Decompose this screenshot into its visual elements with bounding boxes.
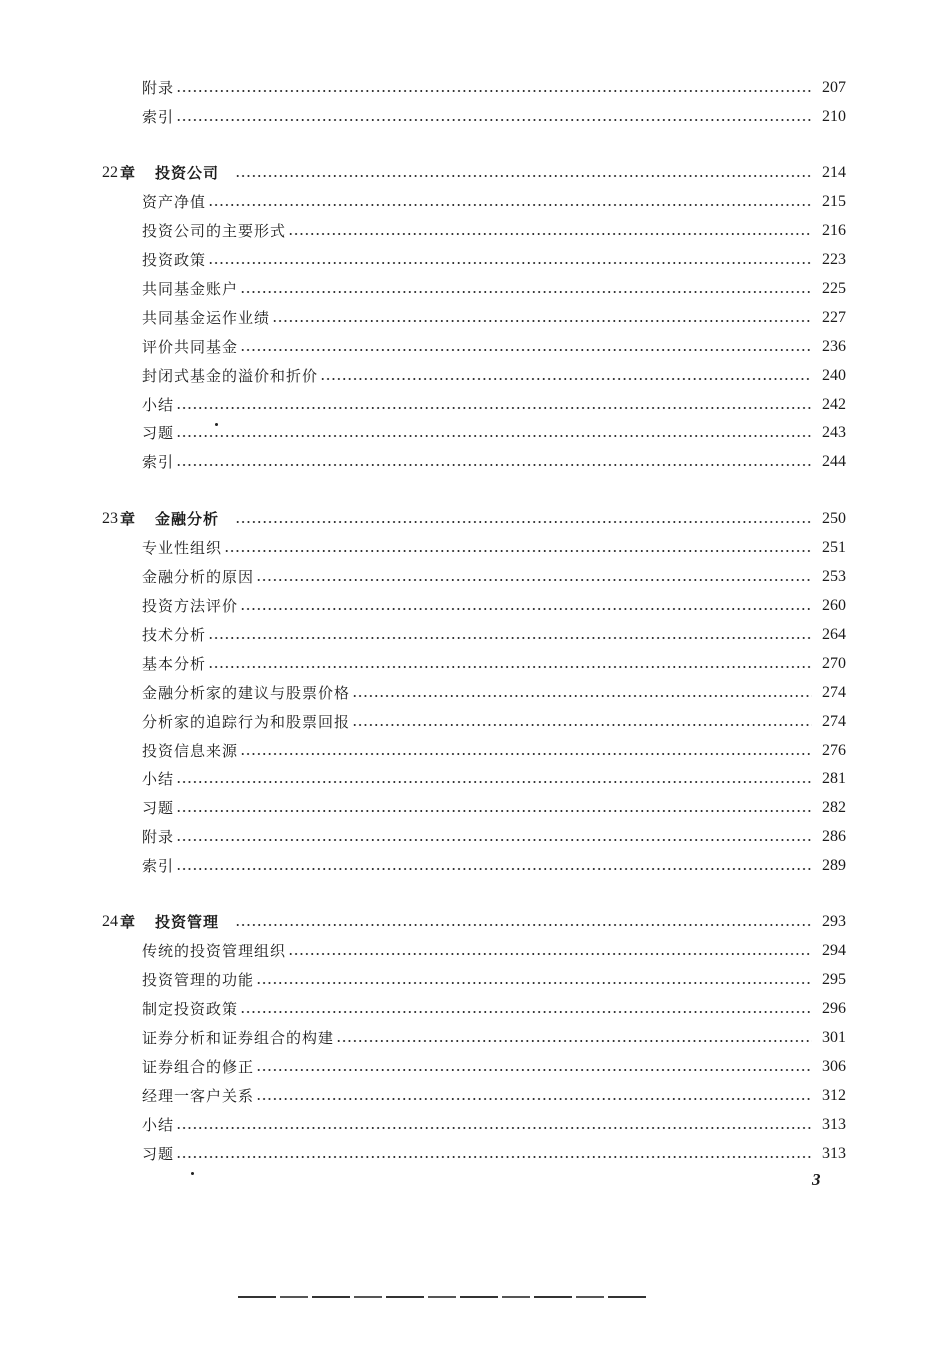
toc-entry[interactable] — [0, 534, 952, 563]
toc-entry-label: 小结 — [142, 395, 175, 414]
chapter-word: 章 — [120, 510, 136, 529]
dot-leader — [235, 521, 812, 523]
toc-entry[interactable] — [0, 1052, 952, 1081]
toc-entry[interactable] — [0, 794, 952, 823]
toc-entry[interactable] — [0, 303, 952, 332]
toc-entry-label: 分析家的追踪行为和股票回报 — [142, 712, 351, 731]
toc-entry-page: 306 — [822, 1057, 846, 1075]
toc-entry-label: 证券分析和证券组合的构建 — [142, 1029, 335, 1047]
toc-entry-page: 242 — [822, 395, 846, 413]
dot-leader — [235, 175, 812, 177]
chapter-title: 投资公司 — [155, 164, 220, 183]
dot-leader — [176, 781, 812, 783]
toc-entry[interactable] — [0, 1081, 952, 1110]
dot-leader — [176, 407, 812, 409]
dot-leader — [240, 291, 812, 293]
toc-entry[interactable] — [0, 937, 952, 966]
chapter-page: 214 — [822, 164, 846, 182]
dot-leader — [240, 608, 812, 610]
toc-entry-page: 274 — [822, 712, 846, 730]
dot-leader — [208, 262, 812, 264]
toc-entry-label: 索引 — [142, 108, 175, 127]
chapter-title: 投资管理 — [155, 913, 220, 932]
toc-entry[interactable] — [0, 1110, 952, 1139]
toc-entry-label: 传统的投资管理组织 — [142, 942, 287, 961]
toc-entry-page: 253 — [822, 568, 846, 586]
toc-entry-label: 投资公司的主要形式 — [142, 222, 287, 241]
chapter-number: 23 — [102, 510, 118, 528]
dot-leader — [256, 982, 812, 984]
dot-leader — [256, 579, 812, 581]
toc-entry-page: 225 — [822, 280, 846, 297]
chapter-heading[interactable] — [0, 505, 952, 534]
toc-entry-page: 207 — [822, 79, 846, 97]
toc-chapter-23 — [0, 505, 952, 881]
toc-entry[interactable] — [0, 1024, 952, 1053]
toc-entry[interactable] — [0, 649, 952, 678]
page-number: 3 — [812, 1170, 821, 1189]
toc-entry-page: 244 — [822, 453, 846, 471]
dot-leader — [336, 1040, 812, 1042]
chapter-page: 250 — [822, 510, 846, 528]
toc-entry-page: 210 — [822, 108, 846, 126]
toc-entry-page: 286 — [822, 828, 846, 846]
toc-entry[interactable] — [0, 592, 952, 621]
toc-entry[interactable] — [0, 823, 952, 852]
toc-entry-label: 小结 — [142, 770, 175, 789]
toc-entry-page: 251 — [822, 539, 846, 557]
toc-entry[interactable] — [0, 74, 952, 103]
toc-entry[interactable] — [0, 419, 952, 448]
toc-entry-page: 276 — [822, 741, 846, 759]
toc-entry[interactable] — [0, 736, 952, 765]
toc-section-continued — [0, 74, 952, 132]
toc-chapter-24 — [0, 908, 952, 1168]
toc-entry[interactable] — [0, 678, 952, 707]
scan-artifact-rule — [238, 1296, 648, 1298]
toc-entry-label: 评价共同基金 — [142, 337, 239, 356]
toc-entry-label: 专业性组织 — [142, 539, 223, 558]
toc-entry-page: 295 — [822, 971, 846, 989]
dot-leader — [176, 1127, 812, 1129]
toc-entry[interactable] — [0, 707, 952, 736]
toc-entry-page: 223 — [822, 251, 846, 269]
toc-entry-page: 260 — [822, 597, 846, 615]
toc-entry-page: 313 — [822, 1144, 846, 1162]
toc-entry-page: 240 — [822, 366, 846, 384]
toc-entry-label: 投资管理的功能 — [142, 971, 255, 990]
scan-speck — [215, 423, 218, 426]
dot-leader — [240, 1011, 812, 1013]
toc-entry[interactable] — [0, 361, 952, 390]
dot-leader — [176, 1156, 812, 1158]
chapter-word: 章 — [120, 164, 136, 183]
dot-leader — [176, 810, 812, 812]
toc-entry-page: 216 — [822, 222, 846, 240]
dot-leader — [224, 550, 812, 552]
dot-leader — [208, 637, 812, 639]
toc-entry-label: 制定投资政策 — [142, 1000, 239, 1019]
toc-entry-label: 封闭式基金的溢价和折价 — [142, 366, 319, 385]
dot-leader — [240, 349, 812, 351]
toc-entry[interactable] — [0, 332, 952, 361]
toc-entry-label: 技术分析 — [142, 626, 207, 644]
toc-entry-label: 投资信息来源 — [142, 741, 239, 760]
toc-entry-page: 274 — [822, 683, 846, 701]
toc-entry[interactable] — [0, 188, 952, 217]
dot-leader — [176, 119, 812, 121]
toc-entry-page: 281 — [822, 770, 846, 788]
toc-entry-page: 289 — [822, 857, 846, 875]
chapter-number: 22 — [102, 164, 118, 182]
toc-entry-label: 附录 — [142, 79, 175, 98]
dot-leader — [288, 233, 812, 235]
toc-entry-page: 313 — [822, 1115, 846, 1133]
toc-entry[interactable] — [0, 765, 952, 794]
toc-entry-label: 证券组合的修正 — [142, 1057, 255, 1076]
dot-leader — [176, 464, 812, 466]
toc-entry-page: 294 — [822, 942, 846, 960]
toc-entry-label: 习题 — [142, 1144, 175, 1163]
dot-leader — [208, 204, 812, 206]
toc-entry-page: 270 — [822, 654, 846, 672]
toc-entry[interactable] — [0, 966, 952, 995]
toc-entry[interactable] — [0, 275, 952, 304]
dot-leader — [272, 320, 812, 322]
chapter-heading[interactable] — [0, 908, 952, 937]
toc-entry-label: 金融分析的原因 — [142, 568, 255, 587]
toc-entry-label: 投资方法评价 — [142, 597, 239, 616]
toc-entry-page: 236 — [822, 337, 846, 355]
toc-entry-page: 215 — [822, 193, 846, 211]
toc-entry-label: 共同基金账户 — [142, 280, 239, 298]
chapter-title: 金融分析 — [155, 510, 220, 529]
dot-leader — [288, 953, 812, 955]
dot-leader — [176, 435, 812, 437]
toc-entry[interactable] — [0, 621, 952, 650]
toc-entry-page: 296 — [822, 1000, 846, 1018]
dot-leader — [256, 1069, 812, 1071]
chapter-page: 293 — [822, 913, 846, 931]
toc-entry-label: 习题 — [142, 799, 175, 818]
dot-leader — [352, 695, 812, 697]
toc-entry[interactable] — [0, 217, 952, 246]
toc-entry-label: 索引 — [142, 857, 175, 876]
toc-chapter-22 — [0, 159, 952, 477]
dot-leader — [320, 378, 812, 380]
dot-leader — [176, 839, 812, 841]
toc-entry-label: 经理一客户关系 — [142, 1086, 255, 1105]
toc-entry[interactable] — [0, 1139, 952, 1168]
dot-leader — [176, 868, 812, 870]
toc-entry[interactable] — [0, 390, 952, 419]
chapter-heading[interactable] — [0, 159, 952, 188]
toc-entry-label: 资产净值 — [142, 193, 207, 212]
toc-entry[interactable] — [0, 448, 952, 477]
chapter-word: 章 — [120, 913, 136, 932]
toc-entry-label: 索引 — [142, 453, 175, 472]
dot-leader — [176, 90, 812, 92]
toc-entry-page: 264 — [822, 626, 846, 643]
toc-entry[interactable] — [0, 852, 952, 881]
toc-entry[interactable] — [0, 246, 952, 275]
toc-entry[interactable] — [0, 995, 952, 1024]
dot-leader — [256, 1098, 812, 1100]
dot-leader — [352, 724, 812, 726]
scan-speck — [191, 1172, 194, 1175]
toc-entry-label: 金融分析家的建议与股票价格 — [142, 683, 351, 702]
dot-leader — [208, 666, 812, 668]
toc-entry-page: 282 — [822, 799, 846, 817]
toc-entry-page: 227 — [822, 308, 846, 326]
dot-leader — [235, 924, 812, 926]
toc-entry-label: 习题 — [142, 424, 175, 443]
toc-entry-label: 附录 — [142, 828, 175, 847]
toc-entry[interactable] — [0, 103, 952, 132]
dot-leader — [240, 753, 812, 755]
toc-entry-page: 243 — [822, 424, 846, 442]
toc-entry-label: 投资政策 — [142, 251, 207, 270]
toc-entry-label: 共同基金运作业绩 — [142, 308, 271, 327]
toc-entry-label: 基本分析 — [142, 654, 207, 673]
chapter-number: 24 — [102, 913, 118, 931]
toc-entry-page: 312 — [822, 1086, 846, 1104]
toc-entry-label: 小结 — [142, 1115, 175, 1134]
toc-entry-page: 301 — [822, 1029, 846, 1046]
toc-entry[interactable] — [0, 563, 952, 592]
